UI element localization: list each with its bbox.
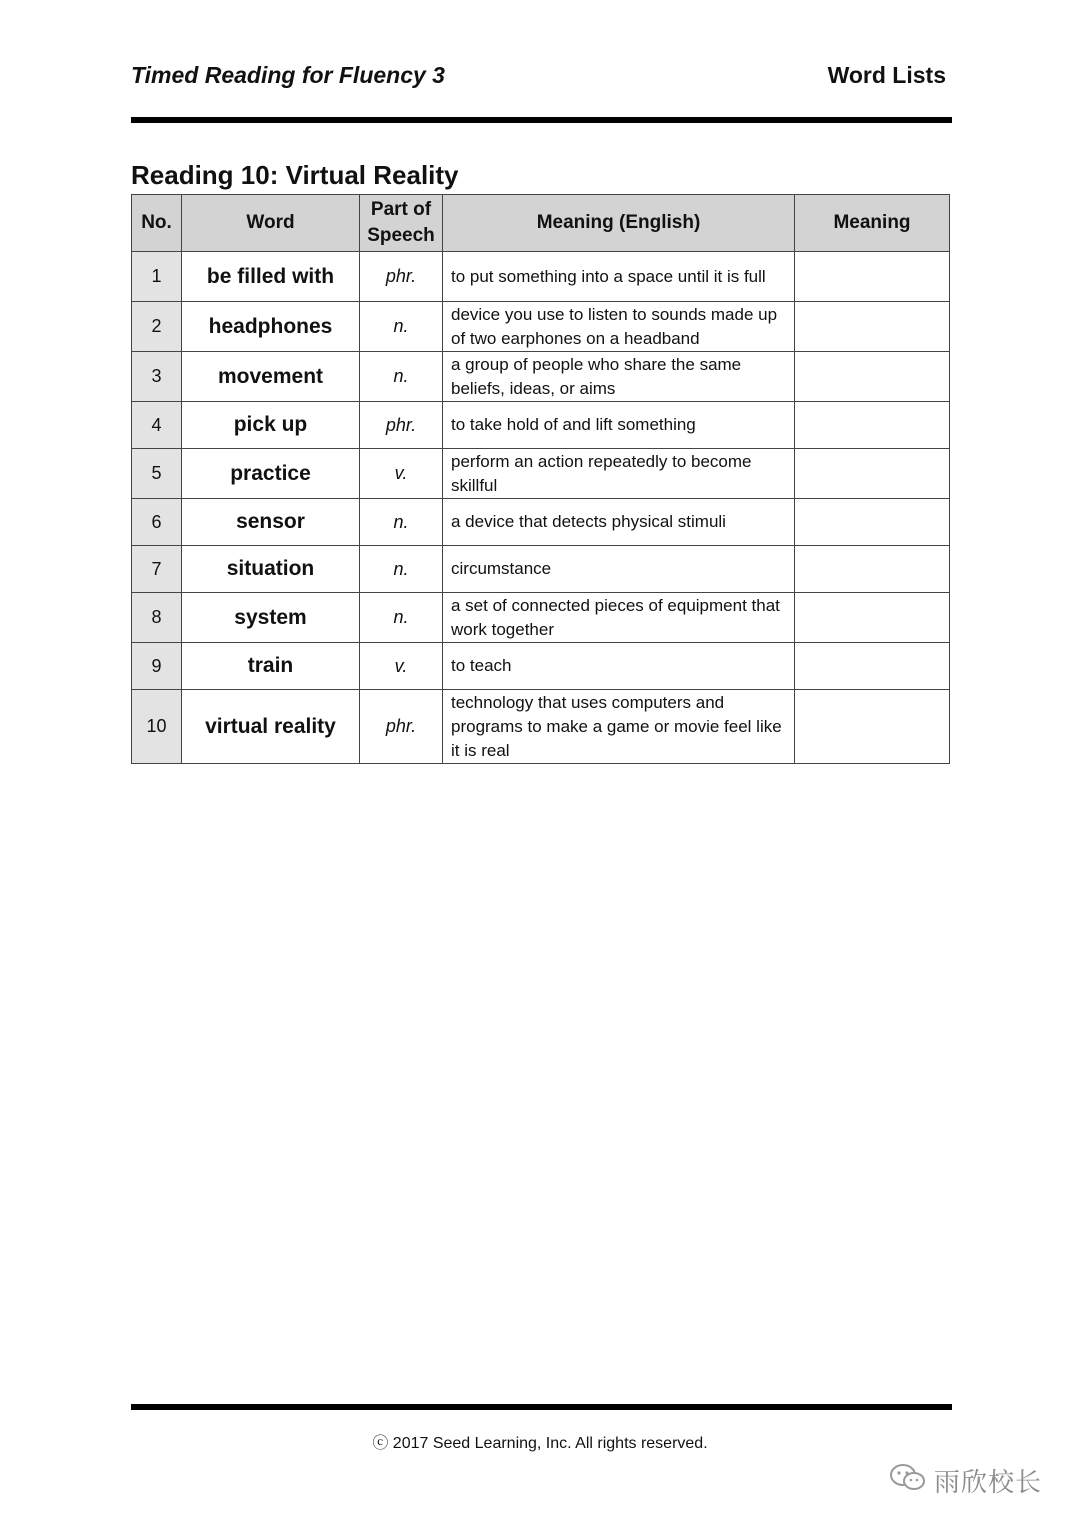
row-number: 7	[132, 546, 182, 593]
table-header-row	[132, 195, 950, 252]
table-row	[132, 352, 950, 402]
meaning-english: technology that uses computers and programs to make a game or movie feel like it is real	[443, 690, 795, 764]
column-header-no: No.	[132, 195, 182, 252]
table-row	[132, 643, 950, 690]
meaning-blank[interactable]	[795, 546, 950, 593]
part-of-speech: n.	[360, 499, 443, 546]
row-number: 8	[132, 593, 182, 643]
meaning-english: to take hold of and lift something	[443, 402, 795, 449]
row-number: 6	[132, 499, 182, 546]
vocab-word: train	[182, 643, 360, 690]
row-number: 3	[132, 352, 182, 402]
wechat-icon	[888, 1462, 928, 1499]
table-row	[132, 449, 950, 499]
table-row	[132, 690, 950, 764]
meaning-english: a group of people who share the same beliefs, ideas, or aims	[443, 352, 795, 402]
part-of-speech: phr.	[360, 690, 443, 764]
meaning-english: circumstance	[443, 546, 795, 593]
meaning-blank[interactable]	[795, 252, 950, 302]
vocab-word: situation	[182, 546, 360, 593]
part-of-speech: n.	[360, 302, 443, 352]
column-header-meaning-english: Meaning (English)	[443, 195, 795, 252]
meaning-blank[interactable]	[795, 690, 950, 764]
copyright-notice: ⓒ 2017 Seed Learning, Inc. All rights reserved.	[372, 1435, 708, 1452]
row-number: 9	[132, 643, 182, 690]
part-of-speech: n.	[360, 593, 443, 643]
row-number: 5	[132, 449, 182, 499]
vocab-word: sensor	[182, 499, 360, 546]
part-of-speech: phr.	[360, 252, 443, 302]
meaning-english: a set of connected pieces of equipment that work together	[443, 593, 795, 643]
word-list-table	[131, 194, 950, 764]
table-row	[132, 252, 950, 302]
reading-title: Reading 10: Virtual Reality	[131, 160, 459, 190]
part-of-speech: n.	[360, 546, 443, 593]
table-row	[132, 302, 950, 352]
watermark-text: 雨欣校长	[934, 1468, 1043, 1498]
row-number: 2	[132, 302, 182, 352]
vocab-word: be filled with	[182, 252, 360, 302]
vocab-word: virtual reality	[182, 690, 360, 764]
meaning-english: device you use to listen to sounds made up of two earphones on a headband	[443, 302, 795, 352]
part-of-speech: n.	[360, 352, 443, 402]
part-of-speech: v.	[360, 449, 443, 499]
meaning-blank[interactable]	[795, 593, 950, 643]
meaning-english: a device that detects physical stimuli	[443, 499, 795, 546]
vocab-word: practice	[182, 449, 360, 499]
meaning-english: to put something into a space until it is full	[443, 252, 795, 302]
table-row	[132, 546, 950, 593]
part-of-speech: phr.	[360, 402, 443, 449]
footer-divider	[131, 1404, 952, 1410]
meaning-blank[interactable]	[795, 402, 950, 449]
table-row	[132, 593, 950, 643]
column-header-meaning: Meaning	[795, 195, 950, 252]
header-divider	[131, 117, 952, 123]
book-title: Timed Reading for Fluency 3	[131, 62, 445, 88]
meaning-english: perform an action repeatedly to become skillful	[443, 449, 795, 499]
table-row	[132, 499, 950, 546]
meaning-blank[interactable]	[795, 449, 950, 499]
meaning-blank[interactable]	[795, 352, 950, 402]
row-number: 1	[132, 252, 182, 302]
row-number: 4	[132, 402, 182, 449]
meaning-blank[interactable]	[795, 499, 950, 546]
row-number: 10	[132, 690, 182, 764]
meaning-english: to teach	[443, 643, 795, 690]
column-header-part-of-speech: Part of Speech	[360, 195, 443, 252]
vocab-word: movement	[182, 352, 360, 402]
vocab-word: system	[182, 593, 360, 643]
table-row	[132, 402, 950, 449]
vocab-word: pick up	[182, 402, 360, 449]
watermark	[888, 1462, 1042, 1499]
section-title: Word Lists	[827, 62, 946, 88]
part-of-speech: v.	[360, 643, 443, 690]
vocab-word: headphones	[182, 302, 360, 352]
meaning-blank[interactable]	[795, 643, 950, 690]
column-header-word: Word	[182, 195, 360, 252]
meaning-blank[interactable]	[795, 302, 950, 352]
